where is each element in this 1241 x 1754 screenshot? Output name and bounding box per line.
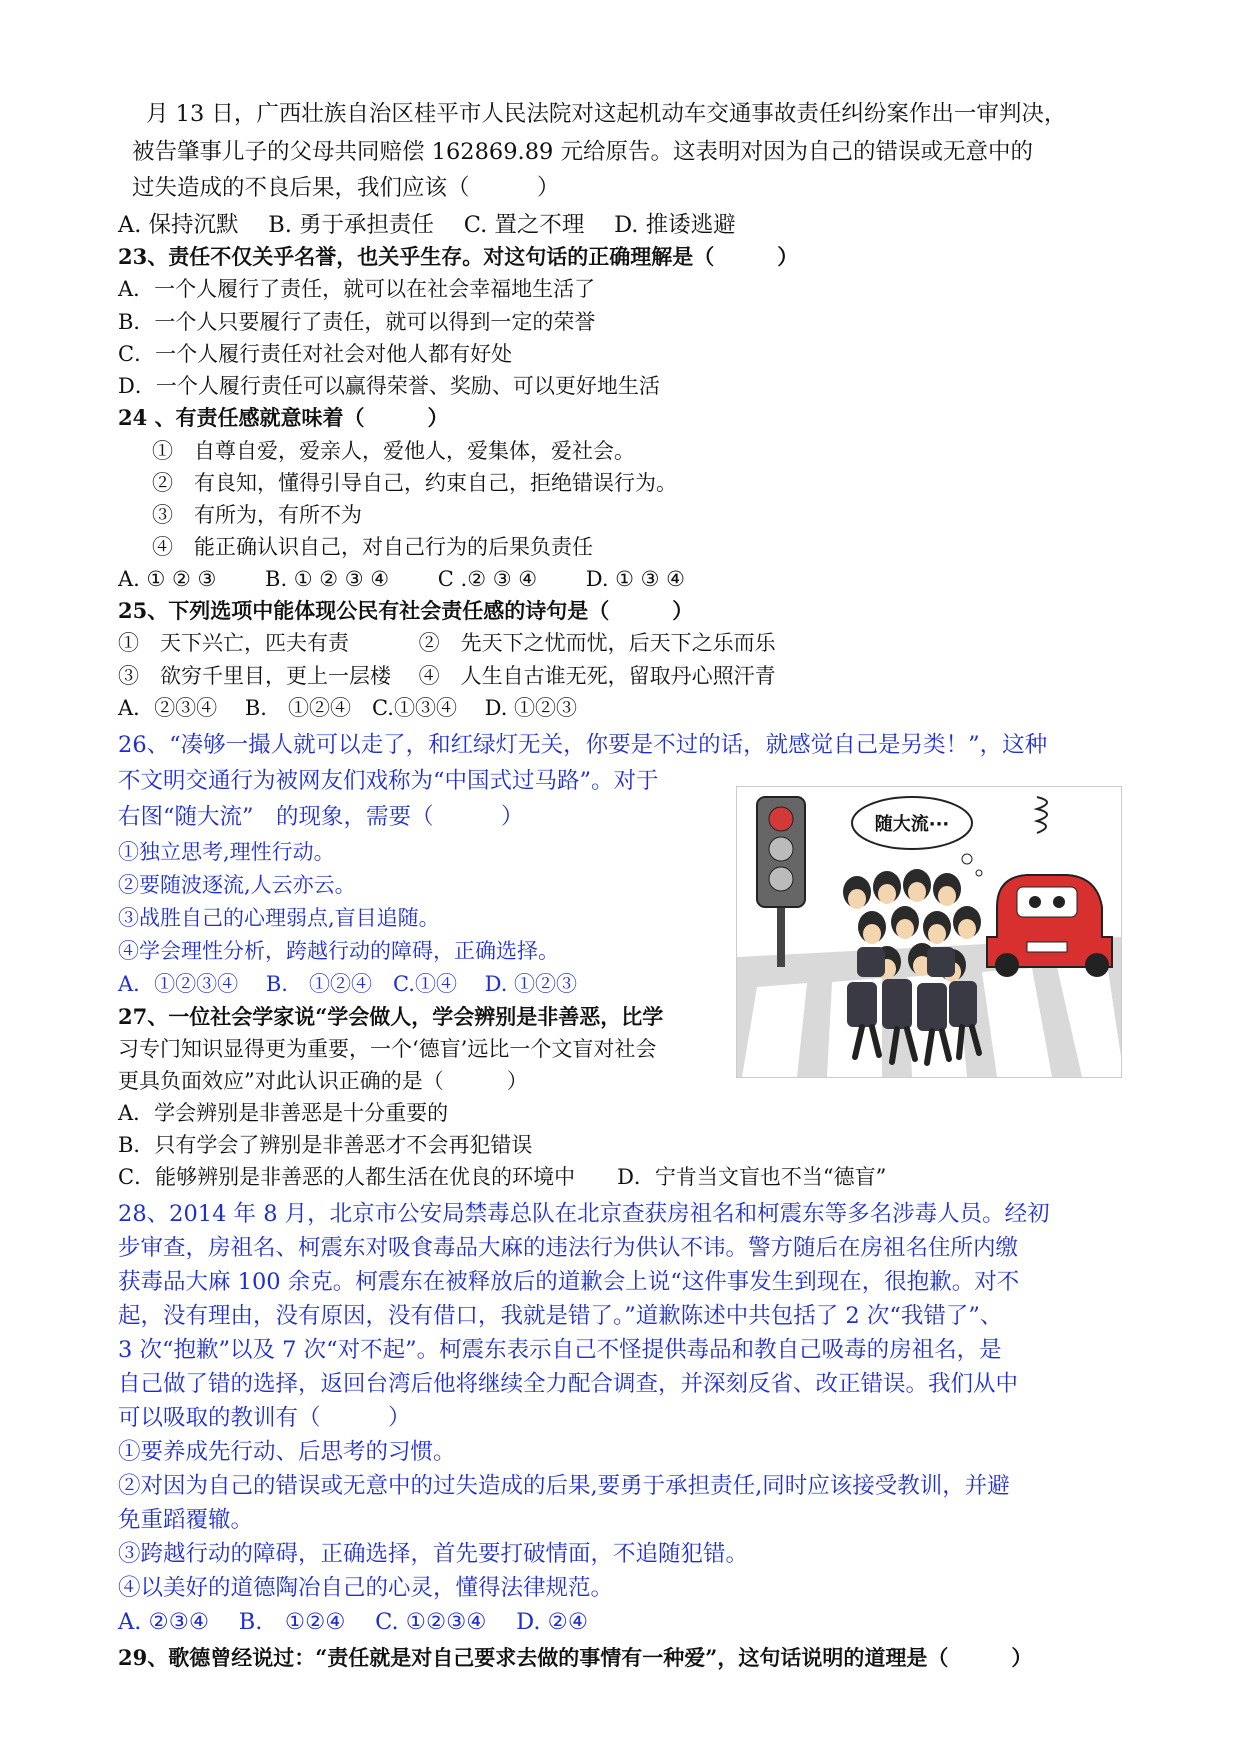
q27-stem-line3: 更具负面效应”对此认识正确的是（ ） [118, 1069, 528, 1093]
q27-option-cd: C．能够辨别是非善恶的人都生活在优良的环境中 D．宁肯当文盲也不当“德盲” [118, 1165, 887, 1189]
q28-item-2: ②对因为自己的错误或无意中的过失造成的后果,要勇于承担责任,同时应该接受教训，并避 [118, 1473, 1010, 1499]
q22-stem-line2: 被告肇事儿子的父母共同赔偿 162869.89 元给原告。这表明对因为自己的错误或无意中的 [132, 139, 1033, 165]
q22-stem-line1: 月 13 日，广西壮族自治区桂平市人民法院对这起机动车交通事故责任纠纷案作出一审判决， [146, 101, 1067, 127]
q23-option-c: C．一个人履行责任对社会对他人都有好处 [118, 342, 513, 366]
crossing-illustration [736, 786, 1122, 1078]
q25-row-2: ③ 欲穷千里目，更上一层楼 ④ 人生自古谁无死，留取丹心照汗青 [118, 664, 776, 688]
q26-stem-line2: 不文明交通行为被网友们戏称为“中国式过马路”。对于 [118, 768, 659, 794]
q23-option-d: D．一个人履行责任可以赢得荣誉、奖励、可以更好地生活 [118, 374, 660, 398]
q28-item-3: ③跨越行动的障碍，正确选择，首先要打破情面，不追随犯错。 [118, 1541, 749, 1567]
q28-stem-line5: 3 次“抱歉”以及 7 次“对不起”。柯震东表示自己不怪提供毒品和教自己吸毒的房祖名，是 [118, 1337, 1002, 1363]
q25-row-1: ① 天下兴亡，匹夫有责 ② 先天下之忧而忧，后天下之乐而乐 [118, 631, 776, 655]
q23-option-b: B．一个人只要履行了责任，就可以得到一定的荣誉 [118, 310, 596, 334]
q23-stem: 23、责任不仅关乎名誉，也关乎生存。对这句话的正确理解是（ ） [118, 244, 799, 269]
q25-stem: 25、下列选项中能体现公民有社会责任感的诗句是（ ） [118, 598, 694, 623]
q28-stem-line1: 28、2014 年 8 月，北京市公安局禁毒总队在北京查获房祖名和柯震东等多名涉毒人员。经初 [118, 1201, 1050, 1227]
q24-item-4: ④ 能正确认识自己，对自己行为的后果负责任 [152, 535, 593, 559]
q22-options: A. 保持沉默 B. 勇于承担责任 C. 置之不理 D. 推诿逃避 [118, 212, 736, 238]
q26-stem-line3: 右图“随大流” 的现象，需要（ ） [118, 804, 524, 830]
q28-item-2-cont: 免重蹈覆辙。 [118, 1507, 254, 1533]
q27-stem-line1: 27、一位社会学家说“学会做人，学会辨别是非善恶，比学 [118, 1004, 664, 1029]
bubble-text: 随大流··· [874, 814, 950, 835]
q22-stem-line3: 过失造成的不良后果，我们应该（ ） [132, 175, 560, 201]
q24-item-1: ① 自尊自爱，爱亲人，爱他人，爱集体，爱社会。 [152, 439, 635, 463]
q26-item-1: ①独立思考,理性行动。 [118, 840, 335, 864]
q29-stem: 29、歌德曾经说过：“责任就是对自己要求去做的事情有一种爱”，这句话说明的道理是（ ） [118, 1645, 1033, 1670]
q28-stem-line2: 步审查，房祖名、柯震东对吸食毒品大麻的违法行为供认不讳。警方随后在房祖名住所内缴 [118, 1235, 1019, 1261]
q25-options: A．②③④ B. ①②④ C.①③④ D. ①②③ [118, 696, 578, 720]
q28-item-1: ①要养成先行动、后思考的习惯。 [118, 1439, 456, 1465]
q24-item-2: ② 有良知，懂得引导自己，约束自己，拒绝错误行为。 [152, 471, 677, 495]
q24-stem: 24 、有责任感就意味着（ ） [118, 405, 449, 430]
q28-stem-line3: 获毒品大麻 100 余克。柯震东在被释放后的道歉会上说“这件事发生到现在，很抱歉。对不 [118, 1269, 1020, 1295]
q24-item-3: ③ 有所为，有所不为 [152, 503, 362, 527]
q26-item-4: ④学会理性分析，跨越行动的障碍，正确选择。 [118, 939, 559, 963]
q27-option-a: A．学会辨别是非善恶是十分重要的 [118, 1101, 449, 1125]
q26-options: A．①②③④ B. ①②④ C.①④ D. ①②③ [118, 972, 578, 996]
q24-options: A. ① ② ③ B. ① ② ③ ④ C .② ③ ④ D. ① ③ ④ [118, 567, 685, 591]
q28-stem-line7: 可以吸取的教训有（ ） [118, 1405, 411, 1431]
q23-option-a: A．一个人履行了责任，就可以在社会幸福地生活了 [118, 277, 596, 301]
q27-stem-line2: 习专门知识显得更为重要，一个‘德盲’远比一个文盲对社会 [118, 1037, 657, 1061]
q26-item-3: ③战胜自己的心理弱点,盲目追随。 [118, 906, 440, 930]
q26-item-2: ②要随波逐流,人云亦云。 [118, 873, 356, 897]
q27-option-b: B．只有学会了辨别是非善恶才不会再犯错误 [118, 1133, 533, 1157]
q28-stem-line4: 起，没有理由，没有原因，没有借口，我就是错了。”道歉陈述中共包括了 2 次“我错了”、 [118, 1303, 1003, 1329]
q28-stem-line6: 自己做了错的选择，返回台湾后他将继续全力配合调查，并深刻反省、改正错误。我们从中 [118, 1371, 1019, 1397]
q28-options: A. ②③④ B. ①②④ C. ①②③④ D. ②④ [118, 1609, 589, 1635]
crowd-crossing-image [737, 787, 1121, 1077]
q26-stem-line1: 26、“凑够一撮人就可以走了，和红绿灯无关，你要是不过的话，就感觉自己是另类！”，这种 [118, 732, 1048, 758]
q28-item-4: ④以美好的道德陶冶自己的心灵，懂得法律规范。 [118, 1575, 614, 1601]
